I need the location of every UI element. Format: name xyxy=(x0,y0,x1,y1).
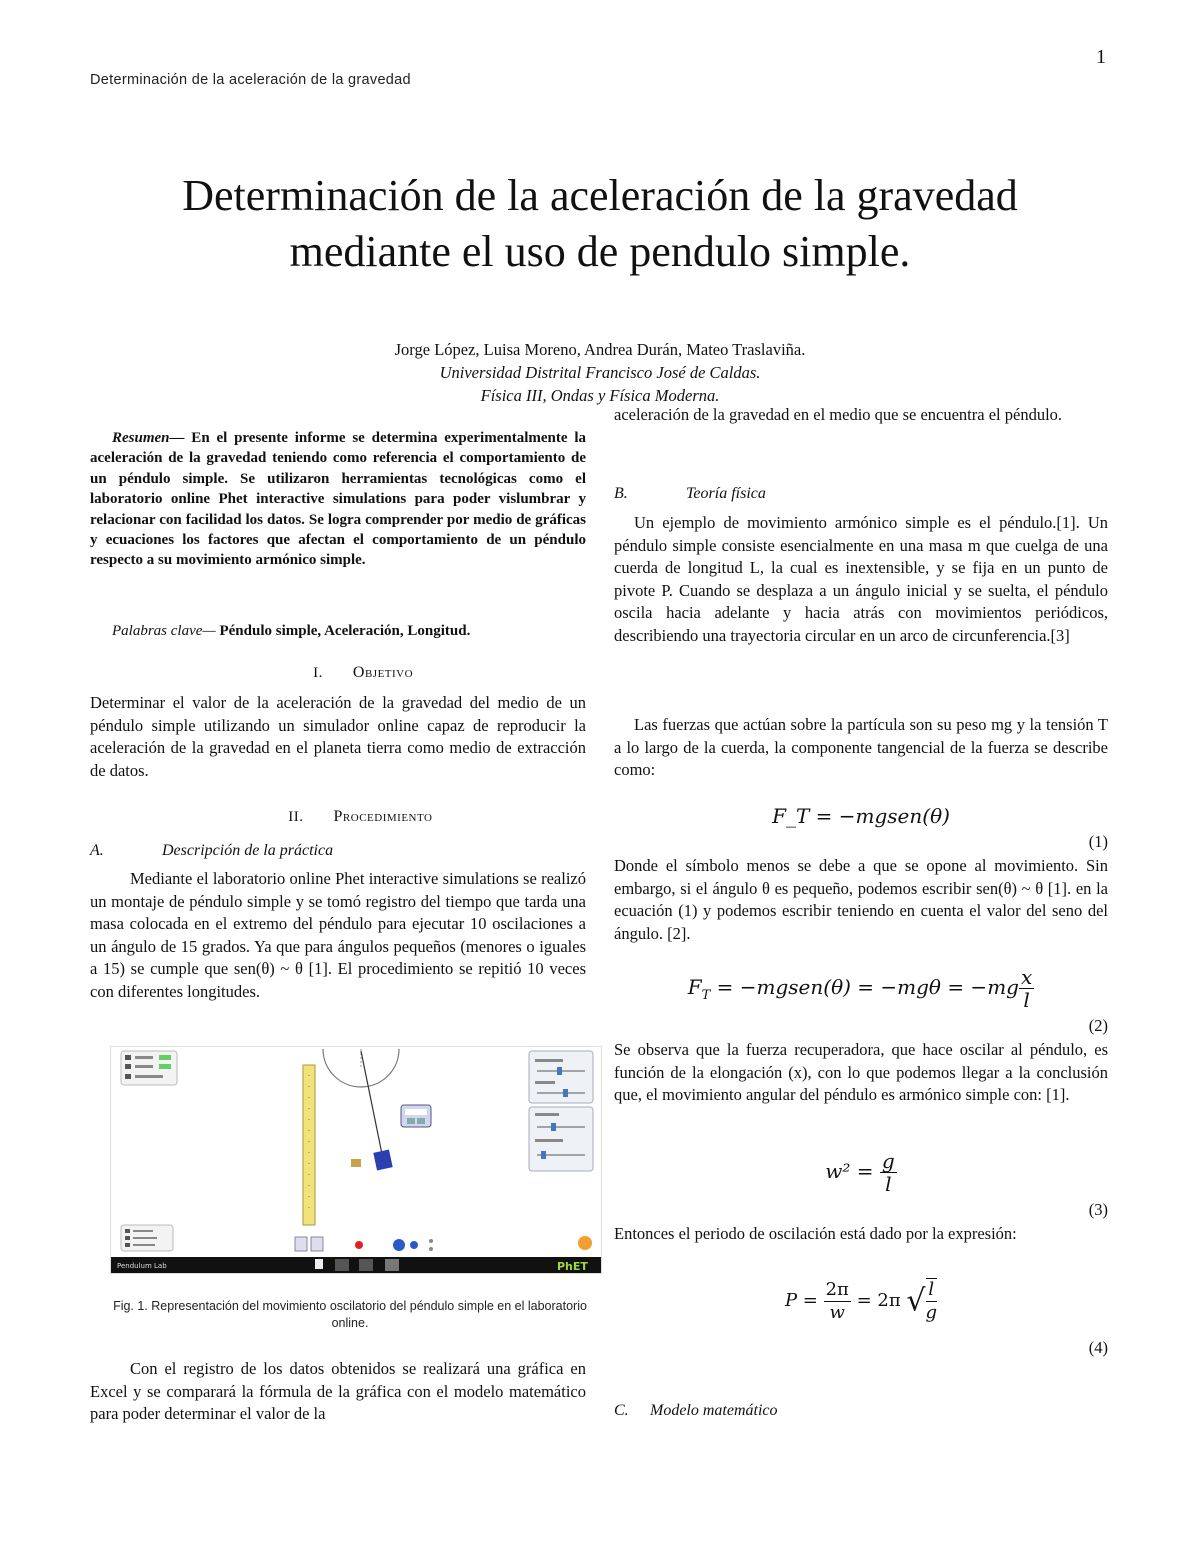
equation-2-number: (2) xyxy=(1088,1016,1108,1035)
subsection-title: Descripción de la práctica xyxy=(162,842,334,859)
theory-paragraph-2: Las fuerzas que actúan sobre la partícula son su peso mg y la tensión T a lo largo de la cuerda, la componente tangencial de la fuerza se describe como: xyxy=(614,715,1108,780)
step-icon xyxy=(410,1241,418,1249)
equation-3-number: (3) xyxy=(1088,1200,1108,1219)
subsection-heading-b xyxy=(614,483,1108,506)
author-block xyxy=(0,338,1200,407)
subsection-title: Teoría física xyxy=(686,485,766,502)
keywords-text: Péndulo simple, Aceleración, Longitud. xyxy=(215,623,471,639)
app-name: Pendulum Lab xyxy=(117,1262,167,1270)
section-number: I. xyxy=(313,665,323,681)
keywords-label: Palabras clave— xyxy=(112,623,216,639)
theory-paragraph-1: Un ejemplo de movimiento armónico simple es el péndulo.[1]. Un péndulo simple consiste esencialmente en una masa m que cuelga de una cuerda de longitud L, la cual es inextensible, y se fija en un punto de pivote P. Cuando se desplaza a un ángulo inicial y se suelta, el péndulo oscila hacia adelante y hacia atrás con movimientos periódicos, describiendo una trayectoria circular en un arco de circunferencia.[3] xyxy=(614,513,1108,645)
stopwatch-icon xyxy=(401,1105,431,1127)
section-heading-objetivo xyxy=(90,662,586,685)
nav-bar xyxy=(111,1257,601,1273)
author-names: Jorge López, Luisa Moreno, Andrea Durán, Mateo Traslaviña. xyxy=(394,340,806,359)
equation-4-number: (4) xyxy=(1088,1338,1108,1357)
subsection-letter: C. xyxy=(614,1402,629,1419)
phet-logo: PhET xyxy=(557,1260,588,1273)
abstract xyxy=(90,428,586,571)
equation-1-number: (1) xyxy=(1088,832,1108,851)
theory-paragraph-5: Entonces el periodo de oscilación está dado por la expresión: xyxy=(614,1224,1017,1243)
options-panel xyxy=(121,1051,177,1085)
subsection-title: Modelo matemático xyxy=(650,1402,778,1419)
theory-paragraph-4: Se observa que la fuerza recuperadora, que hace oscilar al péndulo, es función de la elongación (x), con lo que podemos llegar a la conclusión que, el movimiento angular del péndulo es armónico simple con: [1]. xyxy=(614,1040,1108,1105)
section-heading-procedimiento xyxy=(90,806,586,829)
subsection-heading-c xyxy=(614,1400,1108,1423)
after-figure-text: Con el registro de los datos obtenidos se realizará una gráfica en Excel y se comparará la fórmula de la gráfica con el modelo matemático para poder determinar el valor de la xyxy=(90,1359,586,1424)
equation-4: P = $\frac{2\pi}{w}$ = 2π √ $\frac{l}{g}$ xyxy=(784,1278,938,1323)
subsection-letter: B. xyxy=(614,485,628,502)
pendulum-lab-illustration xyxy=(111,1047,601,1273)
section-title: Objetivo xyxy=(352,664,414,681)
title-line-2: mediante el uso de pendulo simple. xyxy=(289,227,911,276)
figure-caption: Fig. 1. Representación del movimiento oscilatorio del péndulo simple en el laboratorio online. xyxy=(113,1299,587,1330)
author-affiliation: Universidad Distrital Francisco José de Caldas. xyxy=(439,363,761,382)
practice-description: Mediante el laboratorio online Phet interactive simulations se realizó un montaje de péndulo simple y se tomó registro del tiempo que tarda una masa colocada en el extremo del péndulo para ejecutar 10 oscilaciones a un ángulo de 15 grados. Ya que para ángulos pequeños (menores o iguales a 15) se cumple que sen(θ) ~ θ [1]. El procedimiento se repitió 10 veces con diferentes longitudes. xyxy=(90,869,586,1001)
ruler-icon xyxy=(303,1065,315,1225)
subsection-letter: A. xyxy=(90,842,104,859)
section-number: II. xyxy=(288,809,304,825)
length-mass-panel xyxy=(529,1051,593,1103)
continued-text: aceleración de la gravedad en el medio que se encuentra el péndulo. xyxy=(614,405,1063,424)
equation-1: F_T = −mgsen(θ) xyxy=(772,804,950,828)
keywords xyxy=(90,620,586,643)
reset-icon xyxy=(578,1236,592,1250)
abstract-text: En el presente informe se determina experimentalmente la aceleración de la gravedad teniendo como referencia el comportamiento de un péndulo simple. Se utilizaron herramientas tecnológicas como el laboratorio online Phet interactive simulations para poder vislumbrar y relacionar con facilidad los datos. Se logra comprender por medio de gráficas y ecuaciones los factores que afectan el comportamiento de un péndulo respecto a su movimiento armónico simple. xyxy=(90,430,586,569)
record-icon xyxy=(355,1241,363,1249)
running-head: Determinación de la aceleración de la gravedad xyxy=(90,72,411,88)
ruler-tool-button xyxy=(295,1237,307,1251)
figure-pendulum-lab xyxy=(110,1046,602,1274)
gravity-panel xyxy=(529,1107,593,1171)
paper-title xyxy=(0,168,1200,280)
equation-3: w² = $\frac{g}{l}$ xyxy=(825,1149,895,1196)
equation-2: $F_T$ = −mgsen(θ) = −mgθ = −mg $\frac{x}{l}$ xyxy=(687,965,1033,1012)
theory-paragraph-3: Donde el símbolo menos se debe a que se opone al movimiento. Sin embargo, si el ángulo θ es pequeño, podemos escribir sen(θ) ~ θ [1]. en la ecuación (1) y podemos escribir teniendo en cuenta el valor del seno del ángulo. [2]. xyxy=(614,856,1108,943)
title-line-1: Determinación de la aceleración de la gravedad xyxy=(182,171,1018,220)
timer-tool-button xyxy=(311,1237,323,1251)
play-icon xyxy=(393,1239,405,1251)
objetivo-text: Determinar el valor de la aceleración de la gravedad del medio de un péndulo simple utilizando un simulador online capaz de reproducir la aceleración de la gravedad en el planeta tierra como medio de extracción de datos. xyxy=(90,693,586,780)
subsection-heading-a xyxy=(90,840,586,863)
mass-shadow xyxy=(351,1159,361,1167)
home-icon xyxy=(315,1259,323,1269)
abstract-label: Resumen— xyxy=(112,430,185,446)
page-number: 1 xyxy=(1096,46,1106,68)
section-title: Procedimiento xyxy=(333,808,433,825)
course-name: Física III, Ondas y Física Moderna. xyxy=(480,386,720,405)
bottom-options-panel xyxy=(121,1225,173,1251)
